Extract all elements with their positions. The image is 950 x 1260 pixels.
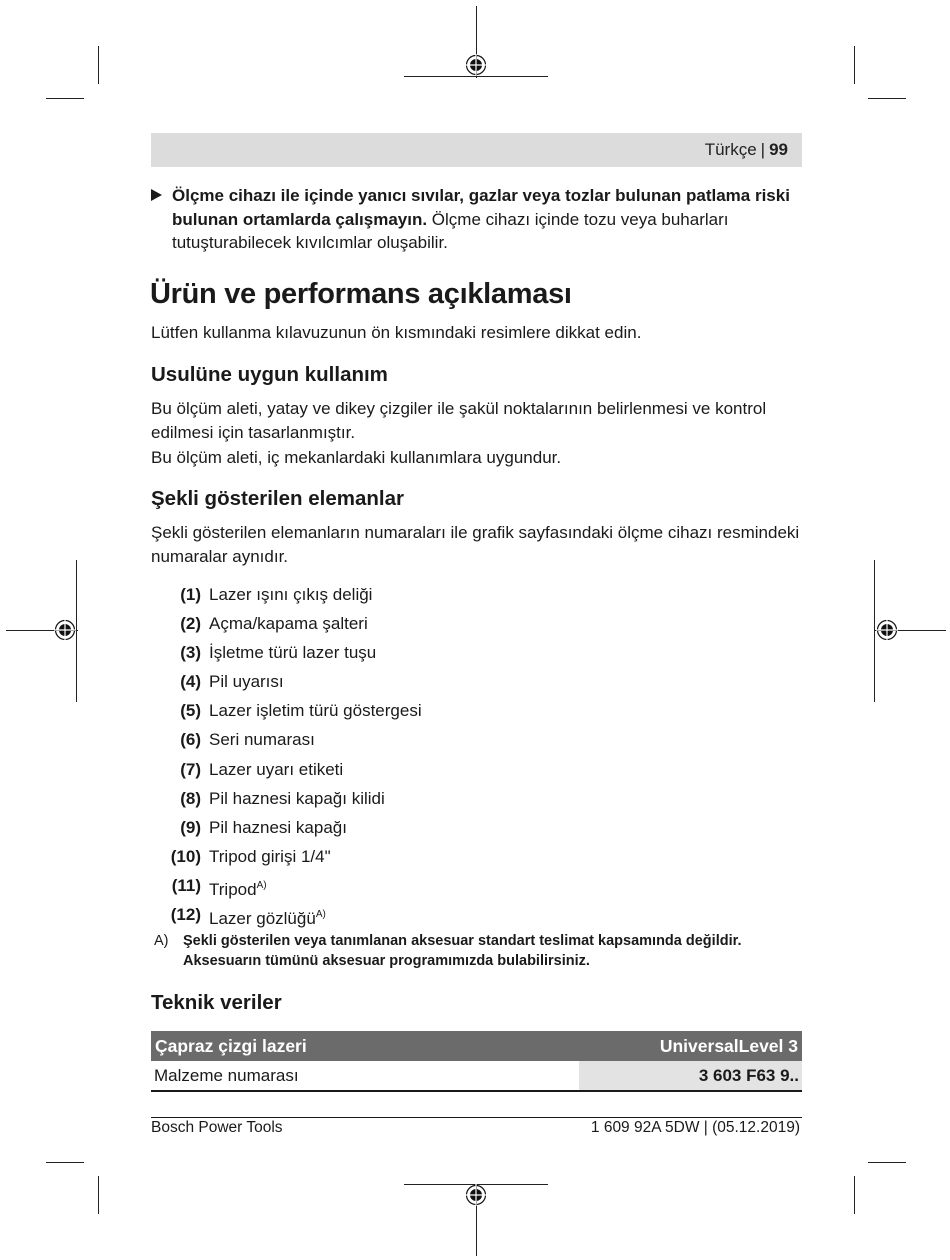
list-item-text: Pil haznesi kapağı: [209, 817, 347, 837]
list-item-label: [209, 873, 267, 903]
footnote-marker: A): [256, 879, 267, 891]
list-item-number: (12): [170, 905, 201, 925]
list-item-number: (7): [180, 759, 201, 779]
list-item-number: (1): [180, 585, 201, 604]
warning-text: Ölçme cihazı içinde tozu veya buharları tutuşturabilecek kıvılcımlar oluşabilir.: [172, 209, 729, 252]
components-heading: Şekli gösterilen elemanlar: [151, 487, 404, 510]
list-item-text: Lazer uyarı etiketi: [209, 759, 344, 779]
table-header-right: UniversalLevel 3: [659, 1035, 798, 1056]
warning-bold-text: Ölçme cihazı ile içinde yanıcı sıvılar, gazlar veya tozlar bulunan patlama riski bulunan ortamlarda çalışmayın.: [172, 186, 790, 229]
intended-use-paragraph-2: Bu ölçüm aleti, iç mekanlardaki kullanımlara uygundur.: [151, 448, 562, 467]
list-item-label: [209, 757, 343, 783]
footnote-marker: A): [315, 909, 326, 921]
footnote: [154, 932, 794, 971]
list-item-number: (8): [180, 788, 201, 808]
list-item-label: [209, 669, 284, 695]
list-item-number: (11): [171, 875, 201, 895]
list-item: [151, 815, 791, 844]
list-item-number: (5): [180, 701, 201, 721]
table-header-left: Çapraz çizgi lazeri: [155, 1035, 307, 1056]
list-item-text: Açma/kapama şalteri: [209, 614, 368, 634]
list-item-label: [209, 727, 315, 753]
list-item-text: Lazer işletim türü göstergesi: [209, 701, 422, 721]
page-footer: [151, 1119, 800, 1137]
intended-use-heading: Usulüne uygun kullanım: [151, 363, 388, 386]
safety-warning: [151, 184, 801, 255]
technical-table: [151, 1031, 802, 1092]
list-item-label: [209, 698, 422, 724]
header-language: Türkçe: [704, 140, 757, 159]
footer-rule: [151, 1117, 802, 1118]
list-item: [151, 640, 791, 669]
list-item: [151, 902, 791, 931]
list-item-text: Pil haznesi kapağı kilidi: [209, 788, 385, 808]
list-item-label: [209, 815, 347, 841]
technical-heading: Teknik veriler: [151, 991, 282, 1014]
list-item: [151, 844, 791, 873]
footer-left: Bosch Power Tools: [151, 1119, 283, 1136]
list-item-text: Tripod girişi 1/4": [209, 846, 331, 866]
list-item: [151, 582, 791, 611]
list-item: [151, 873, 791, 902]
list-item-text: Lazer ışını çıkış deliği: [209, 585, 373, 604]
list-item-label: [209, 611, 368, 637]
list-item: [151, 727, 791, 756]
row-label: Malzeme numarası: [154, 1065, 299, 1085]
header-separator: |: [760, 140, 766, 159]
page-number: 99: [769, 140, 788, 159]
section-title: Ürün ve performans açıklaması: [150, 278, 572, 310]
list-item: [151, 669, 791, 698]
list-item-number: (3): [180, 643, 201, 663]
list-item-text: Tripod: [209, 879, 257, 899]
table-row: [151, 1061, 802, 1092]
section-intro: Lütfen kullanma kılavuzunun ön kısmındaki resimlere dikkat edin.: [151, 323, 642, 342]
list-item: [151, 786, 791, 815]
triangle-bullet-icon: [151, 189, 162, 201]
list-item-number: (9): [180, 817, 201, 837]
intended-use-paragraph-1: Bu ölçüm aleti, yatay ve dikey çizgiler ile şakül noktalarının belirlenmesi ve kontrol edilmesi için tasarlanmıştır.: [151, 399, 767, 442]
list-item-label: [209, 786, 385, 812]
list-item: [151, 757, 791, 786]
list-item-text: Seri numarası: [209, 730, 315, 750]
list-item-label: [209, 640, 376, 666]
list-item-label: [209, 902, 326, 932]
list-item-number: (4): [180, 672, 201, 692]
list-item-number: (2): [180, 614, 201, 634]
list-item-label: [209, 844, 331, 870]
components-intro: Şekli gösterilen elemanların numaraları ile grafik sayfasındaki ölçme cihazı resmindeki numaralar aynıdır.: [151, 523, 800, 566]
footer-right: 1 609 92A 5DW | (05.12.2019): [590, 1119, 800, 1136]
list-item-label: [209, 582, 372, 608]
footnote-label: A): [154, 933, 169, 949]
list-item-text: Pil uyarısı: [209, 672, 284, 692]
row-value: 3 603 F63 9..: [579, 1061, 802, 1090]
table-header: [151, 1031, 802, 1061]
list-item-text: İşletme türü lazer tuşu: [209, 643, 377, 663]
list-item-number: (6): [180, 730, 201, 750]
list-item: [151, 611, 791, 640]
footnote-text: Şekli gösterilen veya tanımlanan aksesuar standart teslimat kapsamında değildir. Aksesuarın tümünü aksesuar programımızda bulabilirsiniz.: [183, 933, 742, 969]
registration-mark-icon: [465, 1184, 487, 1206]
page-header: [151, 133, 802, 167]
list-item: [151, 698, 791, 727]
list-item-number: (10): [170, 846, 201, 866]
components-list: [151, 582, 791, 931]
registration-mark-icon: [876, 619, 898, 641]
list-item-text: Lazer gözlüğü: [209, 909, 316, 929]
registration-mark-icon: [465, 54, 487, 76]
registration-mark-icon: [54, 619, 76, 641]
